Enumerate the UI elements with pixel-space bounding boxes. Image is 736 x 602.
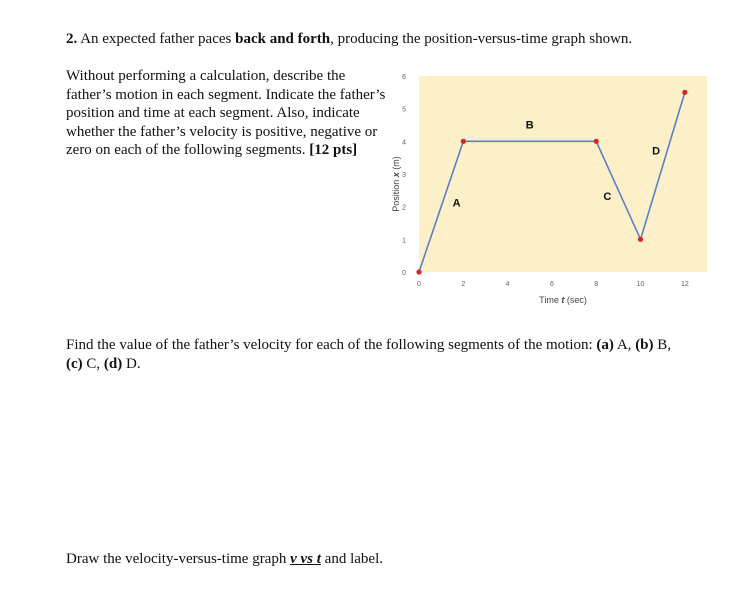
position-time-chart (385, 62, 715, 312)
intro-text: Without performing a calculation, describe the father’s motion in each segment. Indicate the father’s position and time at each segment. Also, indicate whether the father’s velocity is positive, negative or zero on each of the following segments. (66, 68, 386, 158)
draw-text: Draw the velocity-versus-time graph (66, 551, 291, 567)
find-label-a: (a) (596, 337, 614, 353)
question-text-1: An expected father paces (80, 31, 236, 47)
segment-label-d: D (652, 145, 661, 158)
question-bold-phrase: back and forth (235, 31, 331, 47)
find-seg-c: C, (82, 356, 104, 372)
y-axis-label: Position x (m) (391, 156, 401, 212)
find-label-b: (b) (635, 337, 654, 353)
y-tick-label: 0 (402, 270, 406, 277)
x-tick-label: 6 (549, 281, 554, 288)
y-tick-label: 6 (402, 74, 406, 81)
data-point (682, 90, 687, 95)
x-tick-label: 4 (505, 281, 510, 288)
data-point (416, 269, 421, 274)
segment-label-c: C (603, 191, 612, 204)
x-axis-label: Time t (sec) (539, 295, 587, 305)
question-number: 2. (66, 31, 78, 47)
x-tick-label: 2 (461, 281, 466, 288)
y-tick-label: 4 (402, 139, 406, 147)
segment-label-a: A (452, 197, 461, 210)
find-text: Find the value of the father’s velocity for each of the following segments of the motion: (66, 337, 597, 353)
find-label-d: (d) (103, 356, 123, 372)
data-point (638, 237, 643, 242)
data-point (594, 139, 599, 144)
plot-area (419, 76, 707, 272)
question-title (66, 31, 632, 48)
x-tick-label: 8 (594, 281, 599, 288)
y-tick-label: 1 (402, 237, 406, 245)
intro-points: [12 pts] (309, 142, 358, 158)
find-velocity-paragraph (66, 336, 686, 374)
data-point (461, 139, 466, 144)
y-tick-label: 2 (402, 204, 406, 212)
find-label-c: (c) (66, 356, 83, 372)
draw-after: and label. (320, 551, 383, 567)
x-tick-label: 0 (417, 281, 421, 288)
find-seg-d: D. (122, 356, 141, 372)
intro-paragraph (66, 67, 386, 160)
x-tick-label: 10 (636, 281, 645, 288)
draw-instruction (66, 551, 383, 568)
y-tick-label: 3 (402, 172, 406, 179)
x-tick-label: 12 (680, 281, 689, 288)
y-tick-label: 5 (402, 106, 406, 114)
find-seg-a: A, (613, 337, 636, 353)
draw-underlined: v vs t (290, 551, 321, 567)
question-text-2: , producing the position-versus-time graph shown. (330, 31, 633, 47)
find-seg-b: B, (653, 337, 672, 353)
segment-label-b: B (525, 119, 534, 132)
